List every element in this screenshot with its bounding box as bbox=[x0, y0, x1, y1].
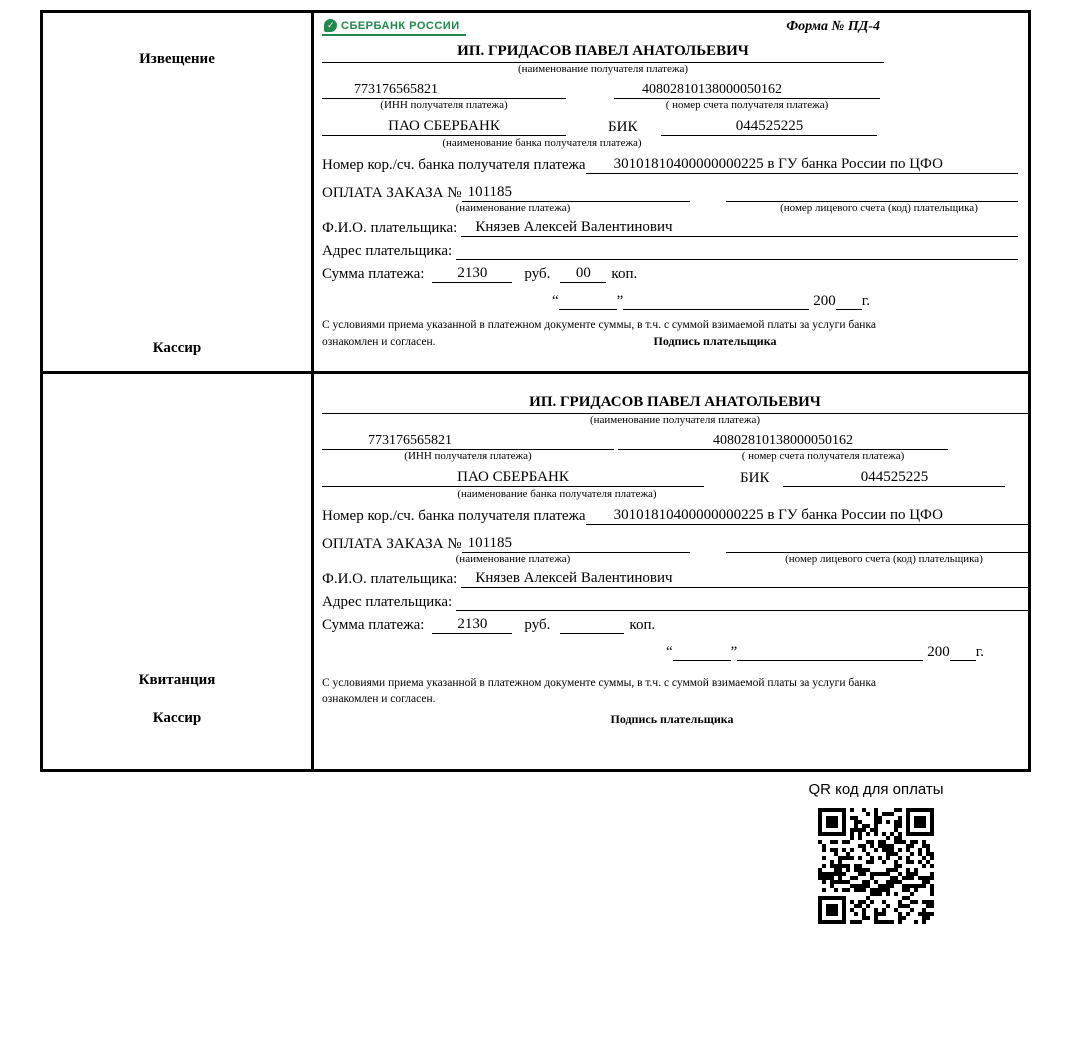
payment-purpose-label: ОПЛАТА ЗАКАЗА № bbox=[322, 185, 462, 201]
payment-form-pd4 bbox=[40, 10, 1031, 772]
receipt-stub bbox=[43, 374, 314, 769]
payment-name-label: (наименование платежа) bbox=[455, 553, 571, 565]
inn-label: (ИНН получателя платежа) bbox=[380, 99, 508, 111]
quote-open: “ bbox=[551, 293, 559, 309]
bank-name-value: ПАО СБЕРБАНК bbox=[322, 469, 704, 487]
receipt-cashier-label: Кассир bbox=[152, 710, 202, 726]
inn-value: 773176565821 bbox=[322, 82, 566, 99]
order-number-value: 101185 bbox=[462, 184, 690, 202]
bank-name-label: (наименование банка получателя платежа) bbox=[442, 137, 642, 149]
payer-fio-value: Князев Алексей Валентинович bbox=[461, 570, 1028, 588]
account-value: 40802810138000050162 bbox=[618, 433, 948, 450]
sum-rub-value: 2130 bbox=[432, 265, 512, 283]
payment-name-label: (наименование платежа) bbox=[455, 202, 571, 214]
notice-stub-title: Извещение bbox=[139, 51, 215, 67]
notice-content bbox=[314, 13, 1028, 371]
notice-cashier-label: Кассир bbox=[152, 340, 202, 356]
bik-value: 044525225 bbox=[783, 469, 1005, 487]
sum-kop-blank-line bbox=[560, 633, 624, 634]
year-suffix: г. bbox=[975, 644, 984, 660]
agreement-line2: ознакомлен и согласен. bbox=[322, 693, 436, 706]
agreement-line1: С условиями приема указанной в платежном документе суммы, в т.ч. с суммой взимаемой платы за услуги банка bbox=[322, 677, 876, 689]
qr-block bbox=[788, 781, 964, 929]
payer-fio-label: Ф.И.О. плательщика: bbox=[322, 571, 458, 587]
agreement-line2: ознакомлен и согласен. bbox=[322, 336, 436, 349]
quote-open: “ bbox=[665, 644, 673, 660]
recipient-name-label: (наименование получателя платежа) bbox=[517, 63, 689, 75]
qr-code bbox=[818, 808, 934, 924]
kop-label: коп. bbox=[629, 617, 656, 633]
receipt-content bbox=[314, 374, 1038, 769]
sum-label: Сумма платежа: bbox=[322, 266, 425, 282]
signature-label: Подпись плательщика bbox=[653, 334, 777, 349]
recipient-name-value: ИП. ГРИДАСОВ ПАВЕЛ АНАТОЛЬЕВИЧ bbox=[322, 394, 1028, 414]
sum-label: Сумма платежа: bbox=[322, 617, 425, 633]
personal-code-label: (номер лицевого счета (код) плательщика) bbox=[785, 553, 983, 565]
sberbank-emblem-icon bbox=[324, 19, 337, 32]
corr-account-label: Номер кор./сч. банка получателя платежа bbox=[322, 157, 586, 173]
personal-account-blank-line bbox=[726, 183, 1018, 202]
quote-close: ” bbox=[730, 644, 738, 660]
date-month-blank-line bbox=[623, 292, 809, 310]
notice-section bbox=[43, 13, 1028, 371]
agreement-text bbox=[322, 317, 1018, 350]
date-day-blank-line bbox=[673, 643, 731, 661]
bik-label: БИК bbox=[740, 470, 770, 486]
account-label: ( номер счета получателя платежа) bbox=[665, 99, 829, 111]
bank-name-value: ПАО СБЕРБАНК bbox=[322, 118, 566, 136]
inn-label: (ИНН получателя платежа) bbox=[404, 450, 532, 462]
corr-account-label: Номер кор./сч. банка получателя платежа bbox=[322, 508, 586, 524]
year-blank-line bbox=[836, 292, 862, 310]
personal-account-blank-line bbox=[726, 534, 1028, 553]
bik-value: 044525225 bbox=[661, 118, 877, 136]
payer-address-label: Адрес плательщика: bbox=[322, 594, 453, 610]
year-prefix: 200 bbox=[927, 644, 950, 660]
date-month-blank-line bbox=[737, 643, 923, 661]
date-day-blank-line bbox=[559, 292, 617, 310]
payer-address-blank-line bbox=[456, 592, 1028, 611]
sum-kop-value: 00 bbox=[560, 265, 606, 283]
payer-address-label: Адрес плательщика: bbox=[322, 243, 453, 259]
bik-label: БИК bbox=[608, 119, 638, 135]
bank-name-label: (наименование банка получателя платежа) bbox=[457, 488, 657, 500]
signature-label: Подпись плательщика bbox=[610, 712, 734, 727]
payer-address-blank-line bbox=[456, 241, 1018, 260]
receipt-stub-title: Квитанция bbox=[138, 672, 216, 688]
corr-account-value: 30101810400000000225 в ГУ банка России по ЦФО bbox=[586, 156, 1018, 174]
form-code-label: Форма № ПД-4 bbox=[786, 19, 880, 34]
recipient-name-value: ИП. ГРИДАСОВ ПАВЕЛ АНАТОЛЬЕВИЧ bbox=[322, 43, 884, 63]
account-value: 40802810138000050162 bbox=[614, 82, 880, 99]
payer-fio-value: Князев Алексей Валентинович bbox=[461, 219, 1018, 237]
notice-stub bbox=[43, 13, 314, 371]
personal-code-label: (номер лицевого счета (код) плательщика) bbox=[780, 202, 978, 214]
agreement-text bbox=[322, 675, 1028, 728]
year-prefix: 200 bbox=[813, 293, 836, 309]
sum-rub-value: 2130 bbox=[432, 616, 512, 634]
sberbank-logo bbox=[322, 19, 466, 36]
rub-label: руб. bbox=[524, 617, 551, 633]
payment-purpose-label: ОПЛАТА ЗАКАЗА № bbox=[322, 536, 462, 552]
order-number-value: 101185 bbox=[462, 535, 690, 553]
date-line bbox=[322, 292, 870, 310]
payer-fio-label: Ф.И.О. плательщика: bbox=[322, 220, 458, 236]
agreement-line1: С условиями приема указанной в платежном документе суммы, в т.ч. с суммой взимаемой платы за услуги банка bbox=[322, 319, 876, 331]
sberbank-logo-text: СБЕРБАНК РОССИИ bbox=[341, 19, 460, 32]
year-blank-line bbox=[950, 643, 976, 661]
corr-account-value: 30101810400000000225 в ГУ банка России по ЦФО bbox=[586, 507, 1028, 525]
qr-caption: QR код для оплаты bbox=[808, 781, 944, 798]
quote-close: ” bbox=[616, 293, 624, 309]
kop-label: коп. bbox=[611, 266, 638, 282]
year-suffix: г. bbox=[861, 293, 870, 309]
account-label: ( номер счета получателя платежа) bbox=[741, 450, 905, 462]
date-line bbox=[322, 643, 984, 661]
rub-label: руб. bbox=[524, 266, 551, 282]
recipient-name-label: (наименование получателя платежа) bbox=[589, 414, 761, 426]
inn-value: 773176565821 bbox=[322, 433, 614, 450]
receipt-section bbox=[43, 371, 1028, 769]
